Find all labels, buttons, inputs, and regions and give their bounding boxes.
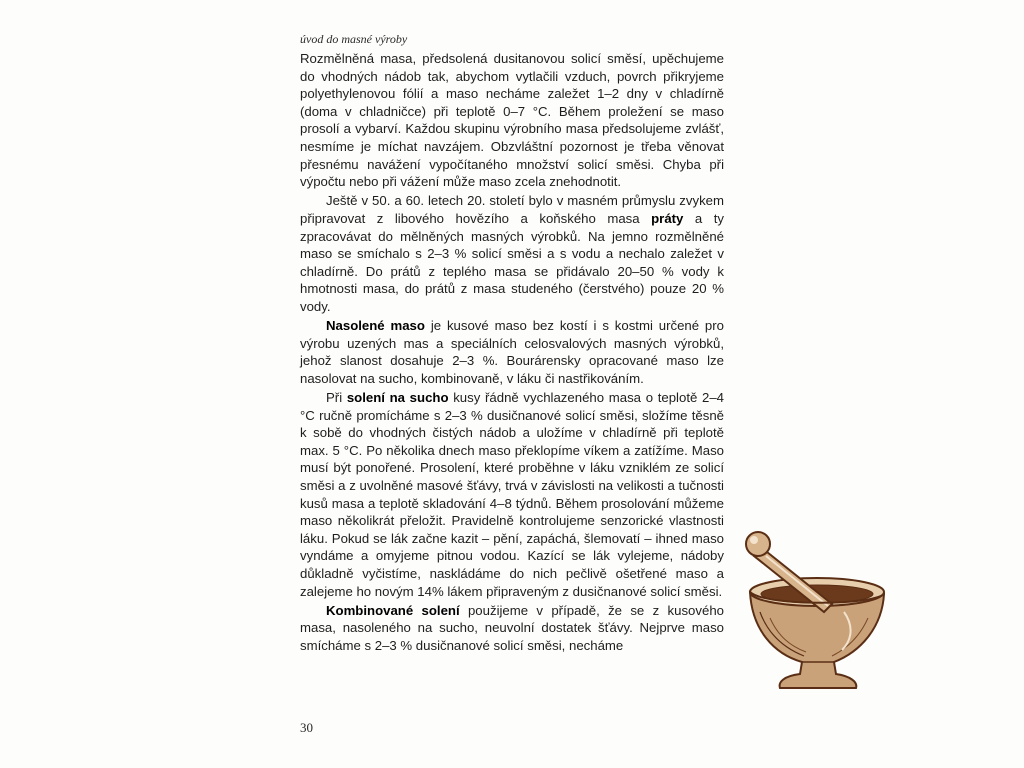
text-run: je kusové maso bez kostí i s kostmi určené pro výrobu uzených mas a speciálních celosvalových masných výrobků, jehož slanost dosahuje 2–3 %. Bourárensky opracované maso lze nasolovat na sucho, kombinovaně, v láku či nastřikováním. bbox=[300, 318, 724, 386]
paragraph-p5 bbox=[300, 602, 724, 655]
bold-term: solení na sucho bbox=[346, 390, 449, 406]
paragraph-p2 bbox=[300, 192, 724, 315]
text-run: a ty zpracovávat do mělněných masných výrobků. Na jemno rozmělněné maso se smíchalo s 2–3 % solicí směsi a s vodu a nechalo zaležet v chladírně. Do prátů z teplého masa se přidávalo 20–50 % vody k hmotnosti masa, do prátů z masa studeného (čerstvého) pouze 20 % vody. bbox=[300, 210, 724, 314]
paragraph-p1 bbox=[300, 50, 724, 191]
body-text bbox=[300, 50, 724, 656]
text-run: Ještě v 50. a 60. letech 20. století bylo v masném průmyslu zvykem připravovat z libového hovězího a koňského masa bbox=[300, 193, 724, 226]
mortar-and-pestle-icon bbox=[744, 522, 886, 692]
running-header: úvod do masné výroby bbox=[300, 32, 408, 46]
text-run: kusy řádně vychlazeného masa o teplotě 2–4 °C ručně promícháme s 2–3 % dusičnanové solicí směsi, složíme těsně k sobě do vhodných čistých nádob a uložíme v chladírně při teplotě max. 5 °C. Po několika dnech maso překlopíme víkem a zatížíme. Maso musí být ponořené. Prosolení, které proběhne v láku vzniklém ze solicí směsi a z uvolněné masové šťávy, trvá v závislosti na velikosti a tučnosti kusů masa a teplotě skladování 4–8 týdnů. Během prosolování můžeme maso několikrát přeložit. Pravidelně kontrolujeme senzorické vlastnosti láku. Pokud se lák začne kazit – pění, zapáchá, šlemovatí – ihned maso vyndáme a omyjeme pitnou vodou. Kazící se lák vylejeme, nádoby důkladně vyčistíme, naskládáme do nich pečlivě ošetřené maso a zalejeme ho novým 14% lákem připraveným z dusičnanové solicí směsi. bbox=[300, 390, 724, 599]
paragraph-p4 bbox=[300, 389, 724, 600]
page-number: 30 bbox=[300, 720, 313, 735]
text-run: použijeme v případě, že se z kusového masa, nasoleného na sucho, neuvolní dostatek šťávy. Nejprve maso smícháme s 2–3 % dusičnanové solicí směsi, necháme bbox=[300, 602, 724, 653]
bold-term: Nasolené maso bbox=[326, 318, 425, 334]
paragraph-p3 bbox=[300, 317, 724, 387]
text-run: Rozmělněná masa, předsolená dusitanovou solicí směsí, upěchujeme do vhodných nádob tak, abychom vytlačili vzduch, povrch přikryjeme polyethylenovou fólií a maso necháme zaležet 1–2 dny v chladírně (doma v chladničce) při teplotě 0–7 °C. Během proležení se maso prosolí a vybarví. Každou skupinu výrobního masa předsolujeme zvlášť, nesmíme je míchat navzájem. Obzvláštní pozornost je třeba věnovat přesnému navážení vypočítaného množství solicí směsi. Chyba při výpočtu nebo při vážení může maso zcela znehodnotit. bbox=[300, 51, 724, 190]
text-run: Při bbox=[326, 390, 347, 406]
bold-term: práty bbox=[651, 210, 684, 226]
bold-term: Kombinované solení bbox=[326, 602, 460, 618]
